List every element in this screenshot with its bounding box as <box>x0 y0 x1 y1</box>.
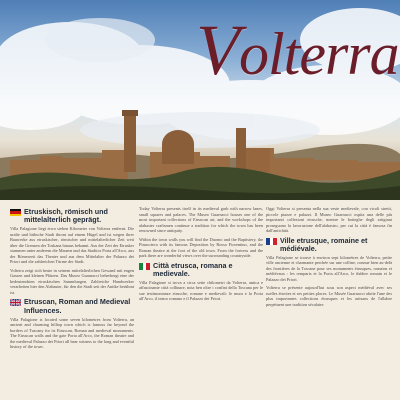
column-3 <box>266 206 392 310</box>
paragraph-it-1: Villa Palagione si trova a circa sette chilometri da Volterra, antica e affascinante città collinare, nota ben oltre i confini della Toscana per le sue testimonianze etrusche, romane e medievali: le mura e la Porta all'Arco, il teatro romano e il Palazzo dei Priori. <box>139 279 263 302</box>
tower-right <box>236 128 246 172</box>
content-area <box>0 200 400 400</box>
italian-flag-icon <box>139 263 150 270</box>
tower-left <box>124 112 136 172</box>
section-heading-it <box>139 262 263 278</box>
heading-text-en: Etruscan, Roman and Medieval Influences. <box>24 297 131 315</box>
german-flag-icon <box>10 209 21 216</box>
section-heading-fr <box>266 237 392 253</box>
heading-text-fr: Ville etrusque, romaine et médiévale. <box>280 235 368 253</box>
section-heading-de <box>10 208 134 224</box>
french-flag-icon <box>266 238 277 245</box>
paragraph-en-1: Villa Palagione is located some seven kilometres from Volterra, an ancient and charming hilltop town which is famous far beyond the borders of Tuscany for its Etruscan, Roman and medieval monuments. The Etruscan walls and the gate Porta all'Arco, the Roman theatre and the medieval Palazzo dei Priori all bear witness to the long and eventful history of the town. <box>10 316 134 350</box>
paragraph-de-1: Villa Palagione liegt etwa sieben Kilometer von Volterra entfernt. Die uralte und hübsche Stadt thront auf einem Hügel und ist wegen ihrer Bauwerke aus etruskischer, römischer und mittelalterlicher Zeit weit über die Grenzen der Toskana hinaus bekannt. Aus der Zeit der Etrusker stammen unter anderem die Mauern und das Stadttor Porta all'Arco, aus der Römerzeit das Theater und aus dem Mittelalter der Palazzo dei Priori und die zahlreichen Türme der Stadt. <box>10 226 134 265</box>
column-2 <box>139 206 263 305</box>
paragraph-fr-1: Villa Palagione se trouve à environ sept kilomètres de Volterra, petite ville ancienne et charmante perchée sur une colline, connue bien au-delà des frontières de la Toscane pour ses monuments étrusques, romains et médiévaux : les remparts et la Porta all'Arco, le théâtre romain et le Palazzo dei Priori. <box>266 254 392 282</box>
page-title <box>196 10 399 90</box>
column-1 <box>10 206 134 353</box>
paragraph-en-3: Within the town walls you will find the Duomo and the Baptistery, the Pinacoteca with its famous Deposition by Rosso Fiorentino, and the Roman theatre at the foot of the old town. From the fortress and the park there are wonderful views over the surrounding countryside. <box>139 236 263 258</box>
heading-text-it: Città etrusca, romana e medievale. <box>153 260 233 278</box>
paragraph-fr-2: Volterra se présente aujourd'hui sous son aspect médiéval avec ses ruelles étroites et ses petites places. Le Musée Guarnacci abrite l'une des plus importantes collections étrusques et les artisans de l'albâtre perpétuent une tradition séculaire. <box>266 285 392 307</box>
title-initial: V <box>196 10 239 90</box>
paragraph-de-2: Volterra zeigt sich heute in seinem mittelalterlichen Gewand mit engen Gassen und kleinen Plätzen. Das Museo Guarnacci beherbergt eine der bedeutendsten etruskischen Sammlungen. Zahlreiche Handwerker verarbeiten hier den Alabaster, für den die Stadt seit der Antike berühmt ist. <box>10 267 134 295</box>
paragraph-en-2: Today Volterra presents itself in its medieval garb with narrow lanes, small squares and palaces. The Museo Guarnacci houses one of the most important collections of Etruscan art, and the workshops of the alabaster craftsmen continue a tradition for which the town has been renowned since antiquity. <box>139 206 263 233</box>
title-rest: olterra <box>238 21 399 87</box>
union-jack-flag-icon <box>10 299 21 306</box>
section-heading-en <box>10 298 134 314</box>
paragraph-it-2: Oggi Volterra si presenta nella sua veste medievale, con vicoli stretti, piccole piazze e palazzi. Il Museo Guarnacci ospita una delle più importanti collezioni etrusche, mentre le botteghe degli artigiani proseguono la lavorazione dell'alabastro, per cui la città è famosa fin dall'antichità. <box>266 206 392 233</box>
heading-text-de: Etruskisch, römisch und mittelalterlich geprägt. <box>24 207 108 225</box>
